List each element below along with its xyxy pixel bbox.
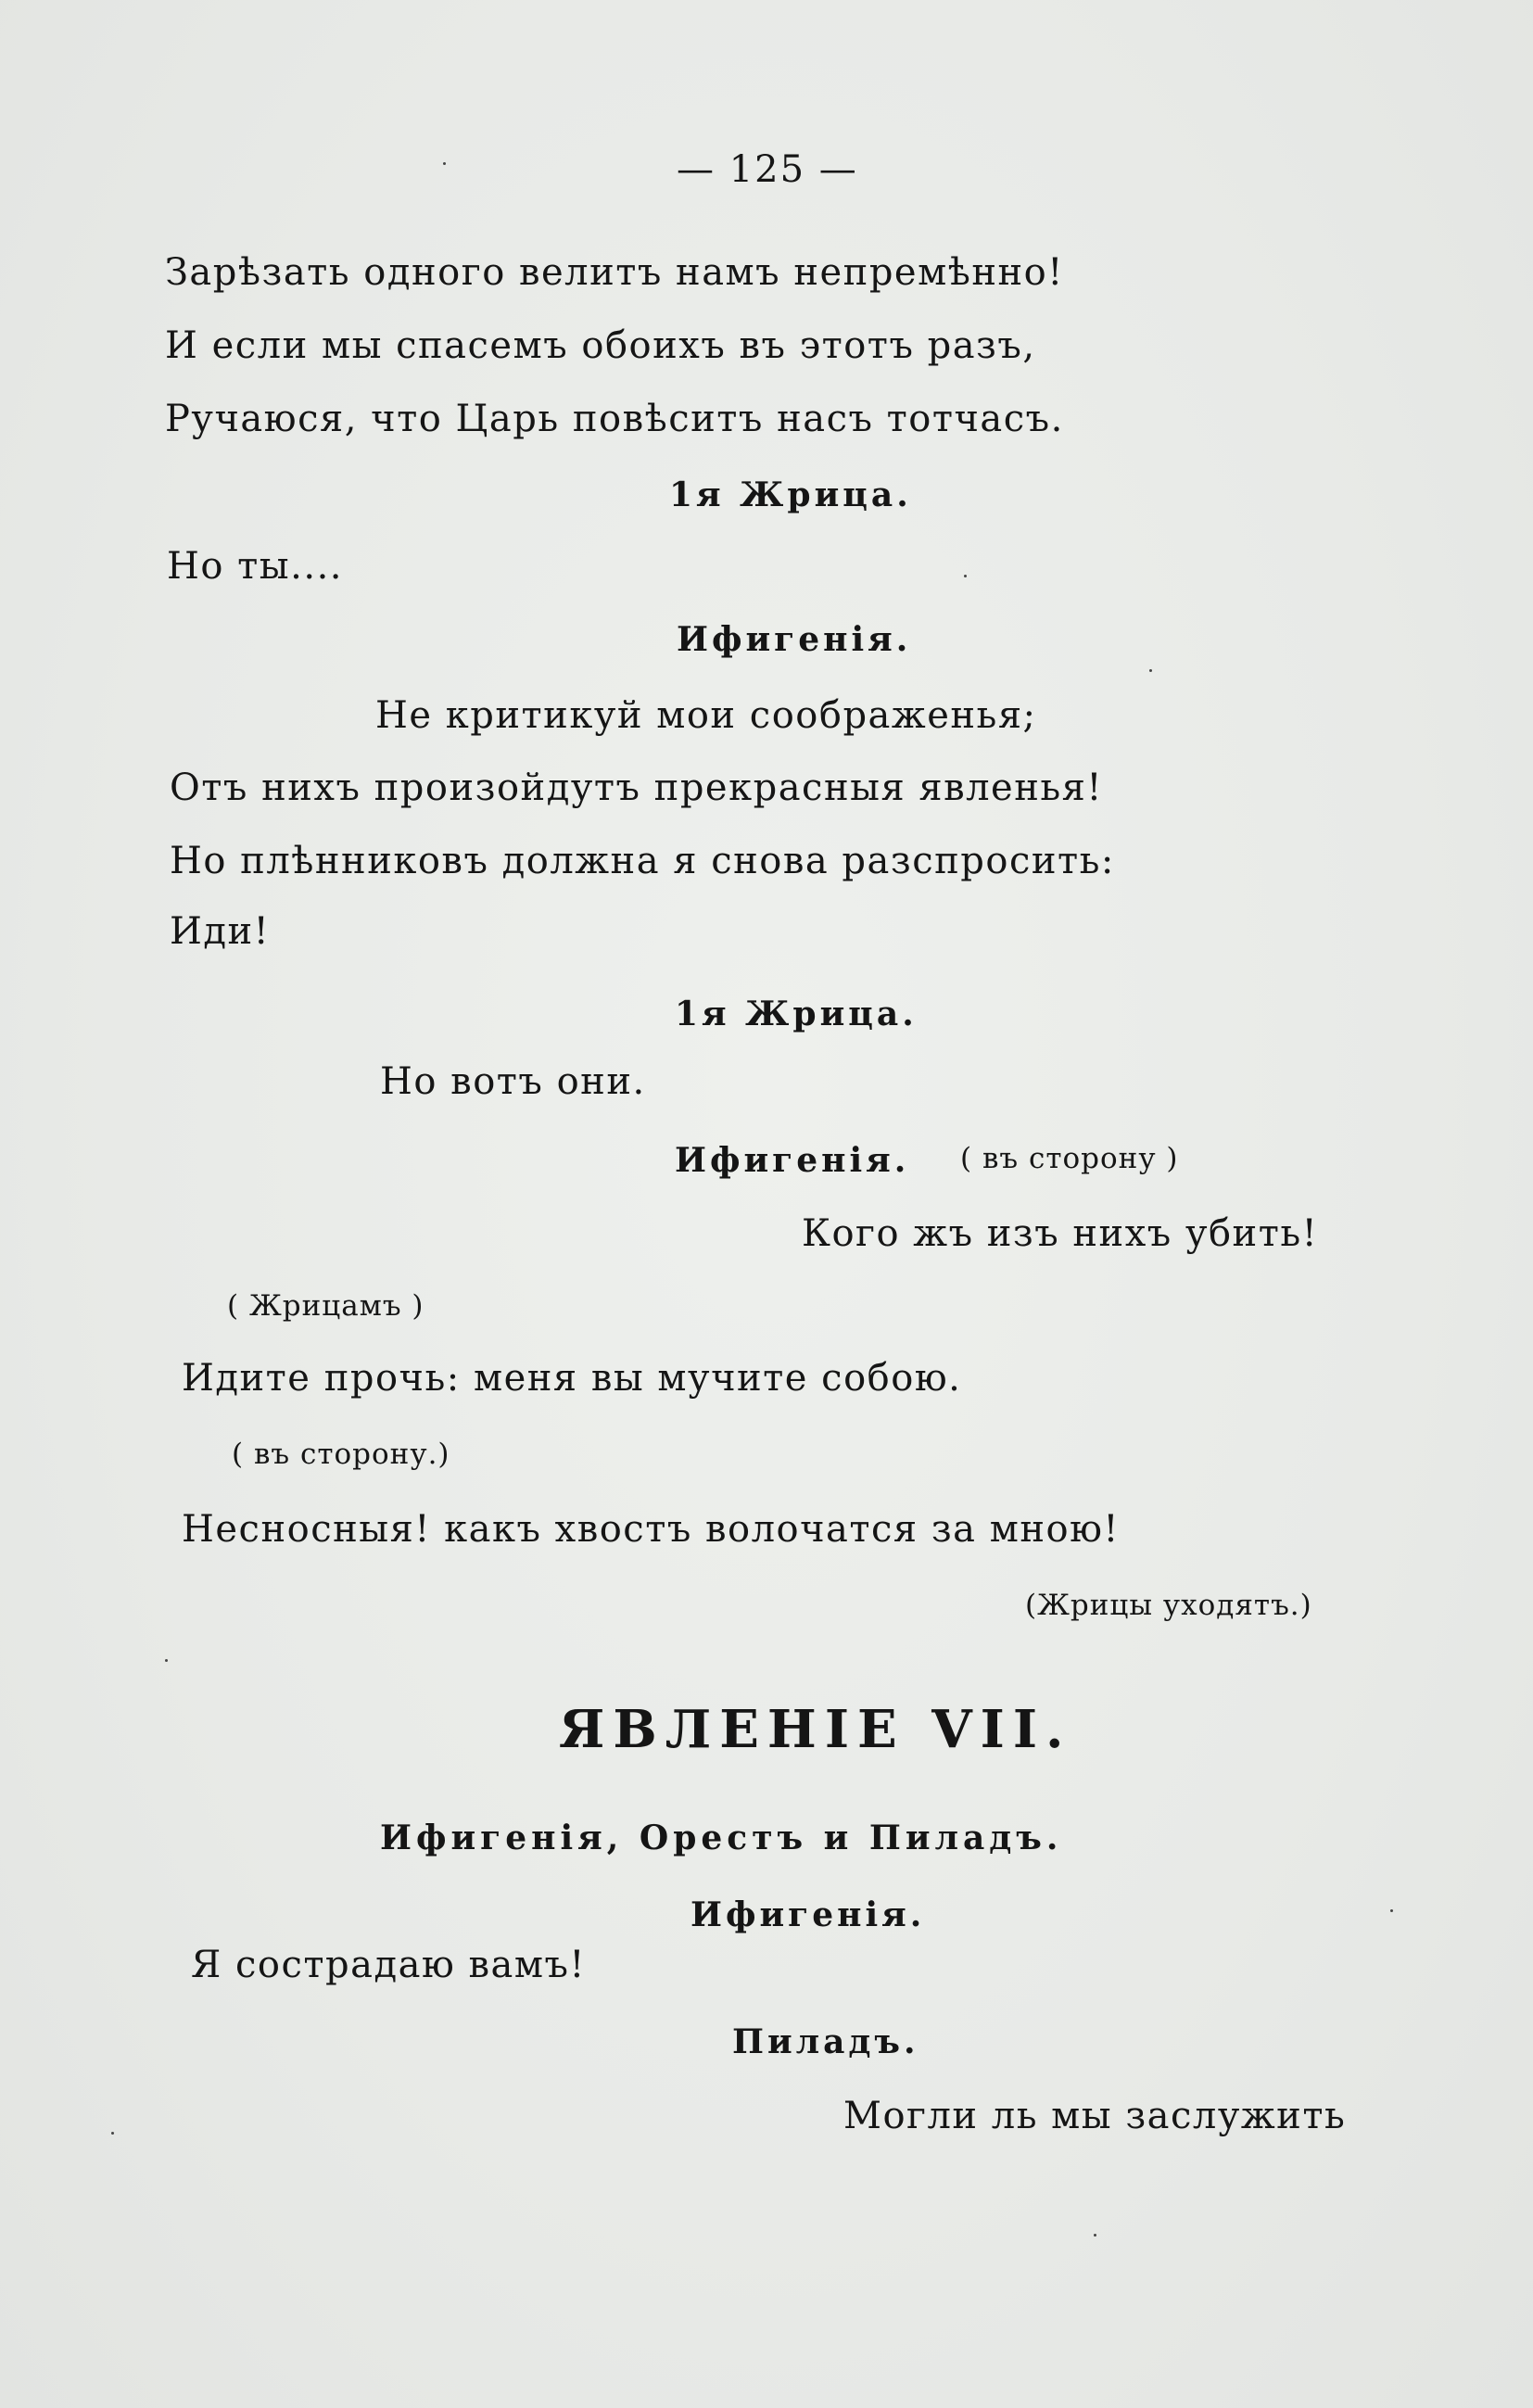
scene-cast: Ифигенія, Орестъ и Пиладъ.	[380, 1819, 1063, 1857]
ink-speck	[1149, 669, 1152, 672]
ink-speck	[443, 162, 446, 165]
verse-line: И если мы спасемъ обоихъ въ этотъ разъ,	[165, 324, 1036, 367]
verse-line: Но ты....	[167, 545, 344, 588]
ink-speck	[111, 2132, 114, 2135]
verse-line: Несносныя! какъ хвостъ волочатся за мною!	[182, 1508, 1120, 1551]
verse-line: Ручаюся, что Царь повѣситъ насъ тотчасъ.	[165, 398, 1064, 440]
stage-direction: ( въ сторону.)	[232, 1438, 450, 1471]
ink-speck	[1094, 2234, 1096, 2237]
scene-heading: ЯВЛЕНІЕ VII.	[559, 1699, 1072, 1760]
verse-line: Но плѣнниковъ должна я снова разспросить:	[170, 840, 1115, 882]
speaker-name: 1я Жрица.	[675, 995, 918, 1033]
ink-speck	[964, 575, 967, 577]
verse-line: Не критикуй мои соображенья;	[375, 694, 1037, 737]
page-number: — 125 —	[677, 148, 858, 191]
verse-line: Зарѣзать одного велитъ намъ непремѣнно!	[165, 251, 1064, 294]
verse-line: Отъ нихъ произойдутъ прекрасныя явленья!	[170, 767, 1103, 809]
speaker-name: Ифигенія.	[677, 620, 912, 659]
verse-line: Кого жъ изъ нихъ убить!	[802, 1212, 1319, 1255]
verse-line: Я сострадаю вамъ!	[191, 1944, 587, 1986]
stage-direction: ( въ сторону )	[960, 1142, 1179, 1175]
verse-line: Идите прочь: меня вы мучите собою.	[182, 1357, 962, 1400]
speaker-name: Пиладъ.	[732, 2022, 919, 2061]
verse-line: Могли ль мы заслужить	[843, 2095, 1347, 2137]
verse-line: Но вотъ они.	[380, 1060, 646, 1103]
stage-direction: ( Жрицамъ )	[227, 1289, 424, 1323]
stage-direction: (Жрицы уходятъ.)	[1025, 1589, 1312, 1622]
verse-line: Иди!	[170, 910, 271, 953]
speaker-name: Ифигенія.	[690, 1895, 926, 1934]
ink-speck	[165, 1659, 168, 1662]
ink-speck	[1390, 1909, 1393, 1912]
speaker-name: Ифигенія.	[675, 1141, 910, 1180]
speaker-name: 1я Жрица.	[669, 475, 912, 514]
